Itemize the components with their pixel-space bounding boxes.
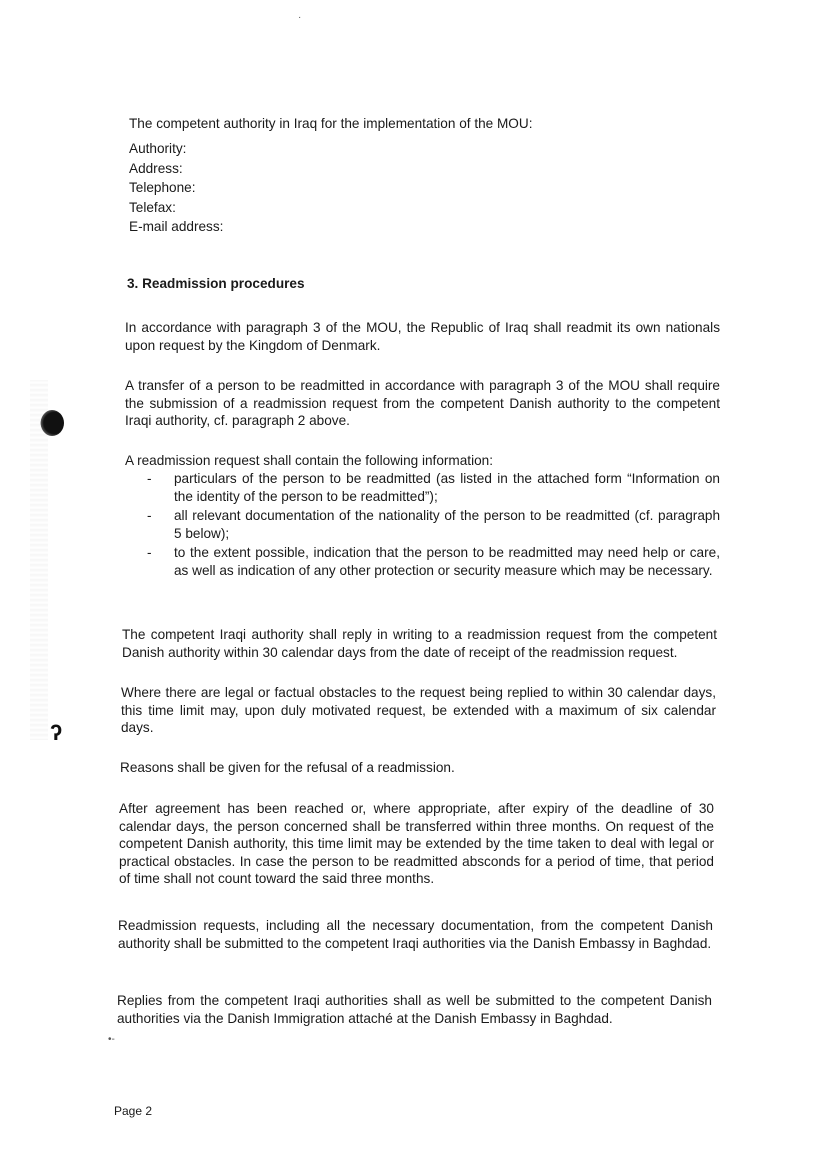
field-address: Address: bbox=[129, 160, 183, 176]
paragraph-1: In accordance with paragraph 3 of the MOU, the Republic of Iraq shall readmit its own nationals upon request by the Kingdom of Denmark. bbox=[125, 320, 720, 353]
field-telephone: Telephone: bbox=[129, 180, 196, 195]
list-item: - to the extent possible, indication that the person to be readmitted may need help or care, as well as indication of any other protection or security measure which may be necessary. bbox=[147, 545, 720, 578]
page-number: Page 2 bbox=[114, 1104, 153, 1118]
paragraph-9: Replies from the competent Iraqi authorities shall as well be submitted to the competent Danish authorities via the Danish Immigration attaché at the Danish Embassy in Baghdad. bbox=[117, 993, 712, 1026]
field-telefax: Telefax: bbox=[129, 199, 176, 215]
punch-hole-mark bbox=[40, 410, 64, 436]
paragraph-4: The competent Iraqi authority shall reply in writing to a readmission request from the competent Danish authority within 30 calendar days from the date of receipt of the readmission request. bbox=[122, 627, 717, 660]
field-authority: Authority: bbox=[129, 141, 187, 156]
paragraph-8: Readmission requests, including all the necessary documentation, from the competent Danish authority shall be submitted to the competent Iraqi authorities via the Danish Embassy in Baghdad. bbox=[118, 918, 713, 951]
section-heading: 3. Readmission procedures bbox=[127, 276, 305, 291]
requirements-list bbox=[125, 470, 720, 581]
paragraph-2: A transfer of a person to be readmitted in accordance with paragraph 3 of the MOU shall require the submission of a readmission request from the competent Danish authority to the competent Iraqi authority, cf. paragraph 2 above. bbox=[125, 378, 720, 428]
list-item: - all relevant documentation of the nationality of the person to be readmitted (cf. paragraph 5 below); bbox=[147, 508, 720, 541]
paragraph-3-intro: A readmission request shall contain the following information: bbox=[125, 453, 493, 468]
scan-speck: •- bbox=[108, 1034, 115, 1045]
field-email: E-mail address: bbox=[129, 219, 224, 234]
list-item: - particulars of the person to be readmitted (as listed in the attached form “Information on the identity of the person to be readmitted”); bbox=[147, 471, 720, 504]
scan-speck: · bbox=[298, 12, 302, 23]
paragraph-5: Where there are legal or factual obstacles to the request being replied to within 30 calendar days, this time limit may, upon duly motivated request, be extended with a maximum of six calendar days. bbox=[121, 685, 716, 735]
staple-mark: ʔ bbox=[50, 720, 63, 745]
contact-intro: The competent authority in Iraq for the implementation of the MOU: bbox=[129, 116, 533, 131]
paragraph-6: Reasons shall be given for the refusal of a readmission. bbox=[120, 760, 455, 775]
paragraph-7: After agreement has been reached or, where appropriate, after expiry of the deadline of 30 calendar days, the person concerned shall be transferred within three months. On request of the competent Danish authority, this time limit may be extended by the time taken to deal with legal or practical obstacles. In case the person to be readmitted absconds for a period of time, that period of time shall not count toward the said three months. bbox=[119, 801, 714, 886]
contact-fields bbox=[129, 139, 223, 237]
